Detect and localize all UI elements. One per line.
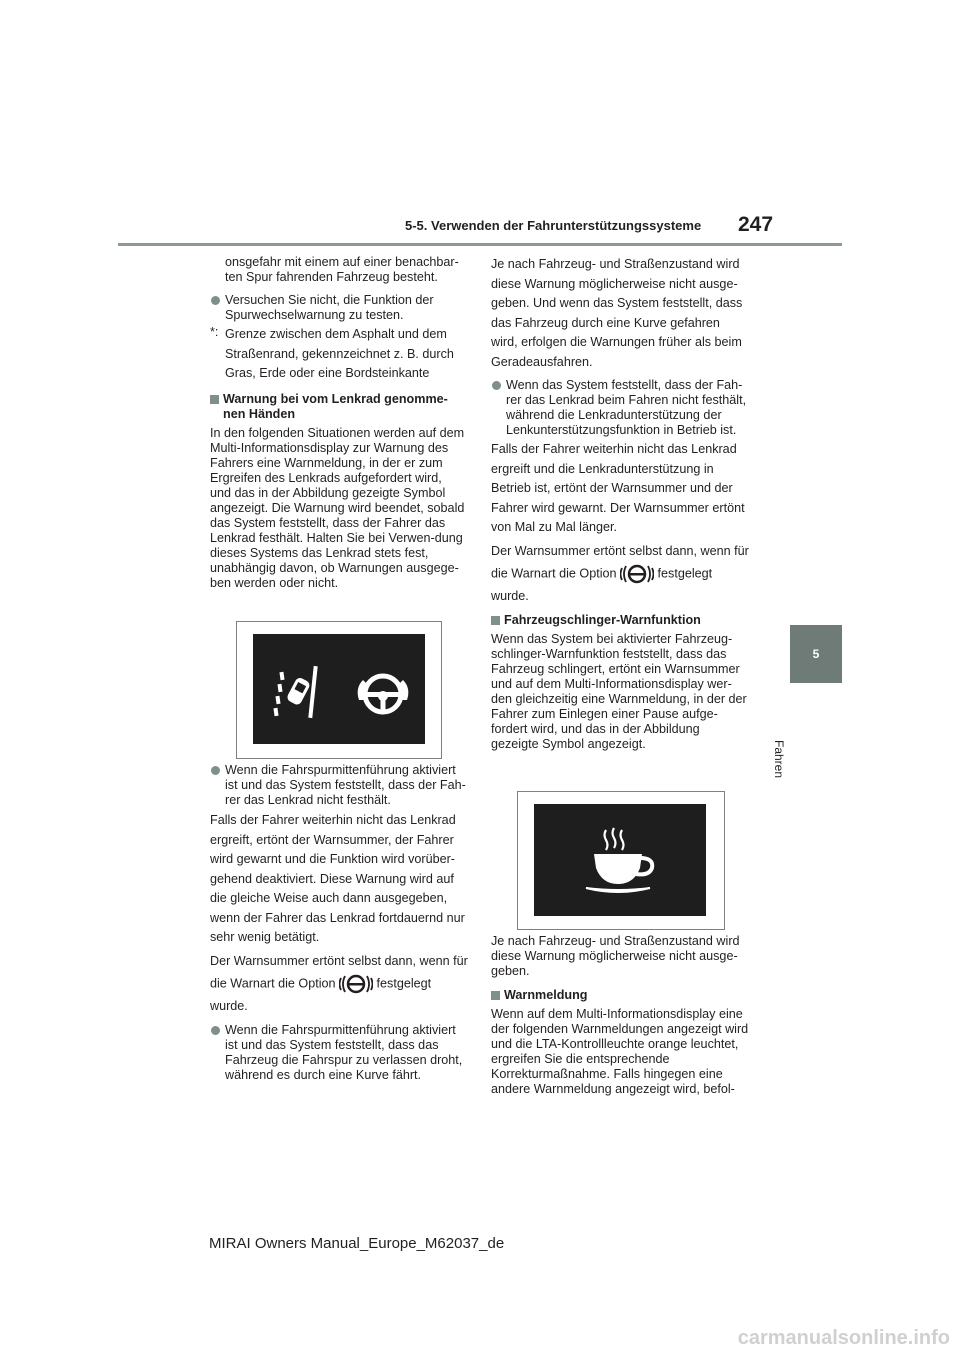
section-heading: Fahrzeugschlinger-Warnfunktion bbox=[491, 613, 749, 628]
header-divider bbox=[118, 243, 842, 246]
wheel-vibration-icon bbox=[339, 971, 373, 997]
figure-sway-warning bbox=[517, 791, 725, 930]
display-screen bbox=[534, 804, 706, 916]
bullet-item: Versuchen Sie nicht, die Funktion der Spurwechselwarnung zu testen. bbox=[210, 293, 466, 323]
paragraph: Wenn das System bei aktivierter Fahrzeug-schlinger-Warnfunktion feststellt, dass das Fahrzeug schlingert, ertönt ein Warnsummer und auf dem Multi-Informationsdisplay wer-den gleichzeitig eine Warnmeldung, in der der Fahrer zum Einlegen einer Pause aufge-fordert wird, und das in der Abbildung gezeigte Symbol angezeigt. bbox=[491, 631, 747, 751]
steering-wheel-icon bbox=[353, 670, 413, 720]
section-heading: Warnmeldung bbox=[491, 988, 749, 1003]
watermark: carmanualsonline.info bbox=[737, 1327, 950, 1349]
paragraph: Falls der Fahrer weiterhin nicht das Lenkrad ergreift und die Lenkradunterstützung in Betrieb ist, ertönt der Warnsummer und der Fahrer wird gewarnt. Der Warnsummer ertönt von Mal zu Mal länger. bbox=[491, 442, 745, 534]
left-column bbox=[210, 255, 466, 591]
paragraph: In den folgenden Situationen werden auf dem Multi-Informationsdisplay zur Warnung des Fahrers eine Warnmeldung, in der er zum Ergreifen des Lenkrads aufgefordert wird, und das in der Abbildung gezeigte Symbol angezeigt. Die Warnung wird beendet, sobald das System feststellt, dass der Fahrer das Lenkrad festhält. Halten Sie bei Verwen-dung dieses Systems das Lenkrad stets fest, unabhängig davon, ob Warnungen ausgege-ben werden oder nicht. bbox=[210, 425, 465, 590]
chapter-tab-label: Fahren bbox=[772, 740, 786, 779]
footnote: *: Grenze zwischen dem Asphalt und dem Straßenrand, gekennzeichnet z. B. durch Gras, Erde oder eine Bordsteinkante bbox=[210, 325, 454, 380]
coffee-cup-icon bbox=[534, 804, 706, 916]
paragraph: Wenn auf dem Multi-Informationsdisplay eine der folgenden Warnmeldungen angezeigt wird und die LTA-Kontrollleuchte orange leuchtet, ergreifen Sie die entsprechende Korrekturmaßnahme. Falls hingegen eine andere Warnmeldung angezeigt wird, befol- bbox=[491, 1007, 749, 1096]
wheel-vibration-icon bbox=[620, 561, 654, 587]
section-heading: Warnung bei vom Lenkrad genomme-nen Händen bbox=[210, 392, 466, 422]
bullet-item: Wenn das System feststellt, dass der Fah-rer das Lenkrad beim Fahren nicht festhält, während die Lenkradunterstützung der Lenkunterstützungsfunktion in Betrieb ist. bbox=[491, 378, 749, 438]
continued-paragraph: onsgefahr mit einem auf einer benachbar-ten Spur fahrenden Fahrzeug besteht. bbox=[225, 255, 459, 284]
paragraph-warn-option: Der Warnsummer ertönt selbst dann, wenn für die Warnart die Option festgelegt wurde. bbox=[210, 953, 468, 1013]
section-title: 5-5. Verwenden der Fahrunterstützungssysteme bbox=[405, 218, 702, 233]
chapter-tab: 5 bbox=[790, 625, 842, 683]
footer-manual-name: MIRAI Owners Manual_Europe_M62037_de bbox=[209, 1235, 505, 1252]
bullet-item: Wenn die Fahrspurmittenführung aktiviert ist und das System feststellt, dass der Fah-rer das Lenkrad nicht festhält. bbox=[210, 763, 468, 808]
page-number: 247 bbox=[738, 213, 774, 236]
right-column-lower bbox=[491, 934, 749, 1097]
footnote-text: Grenze zwischen dem Asphalt und dem Straßenrand, gekennzeichnet z. B. durch Gras, Erde oder eine Bordsteinkante bbox=[225, 327, 454, 380]
display-screen bbox=[253, 634, 425, 744]
right-column bbox=[491, 255, 749, 752]
paragraph-warn-option: Der Warnsummer ertönt selbst dann, wenn für die Warnart die Option festgelegt wurde. bbox=[491, 543, 749, 603]
bullet-item: Wenn die Fahrspurmittenführung aktiviert ist und das System feststellt, dass das Fahrzeug die Fahrspur zu verlassen droht, während es durch eine Kurve fährt. bbox=[210, 1023, 468, 1083]
left-column-lower bbox=[210, 763, 468, 1083]
figure-hands-off-warning bbox=[236, 621, 442, 759]
paragraph: Je nach Fahrzeug- und Straßenzustand wird diese Warnung möglicherweise nicht ausge-geben. Und wenn das System feststellt, dass das Fahrzeug durch eine Kurve gefahren wird, erfolgen die Warnungen früher als beim Geradeausfahren. bbox=[491, 257, 743, 369]
paragraph: Falls der Fahrer weiterhin nicht das Lenkrad ergreift, ertönt der Warnsummer, der Fahrer wird gewarnt und die Funktion wird vorüber-gehend deaktiviert. Diese Warnung wird auf die gleiche Weise auch dann ausgegeben, wenn der Fahrer das Lenkrad fortdauernd nur sehr wenig betätigt. bbox=[210, 813, 465, 944]
paragraph: Je nach Fahrzeug- und Straßenzustand wird diese Warnung möglicherweise nicht ausge-geben. bbox=[491, 934, 740, 978]
